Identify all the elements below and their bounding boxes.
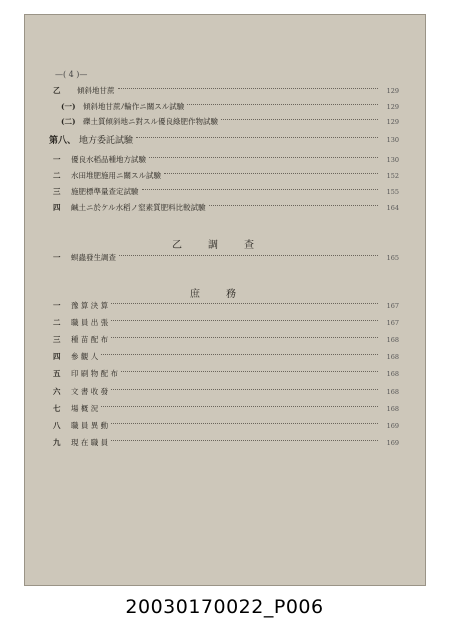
toc-entry-number: (二) — [61, 117, 76, 126]
toc-entry — [53, 317, 399, 328]
toc-entry — [53, 300, 399, 311]
toc-entry-label: 種 苗 配 布 — [71, 335, 109, 344]
toc-entry-page: 168 — [386, 387, 399, 396]
toc-entry-page: 130 — [386, 155, 399, 164]
toc-entry-number: 一 — [53, 253, 61, 262]
dot-leader — [101, 354, 378, 355]
toc-entry-number: 二 — [53, 318, 61, 327]
dot-leader — [121, 371, 378, 372]
toc-entry-label: 礫土質傾斜地ニ對スル優良綠肥作物試驗 — [83, 117, 218, 126]
toc-entry — [53, 420, 399, 431]
dot-leader — [164, 173, 378, 174]
toc-entry-page: 129 — [386, 86, 399, 95]
toc-entry-label: 鹹土ニ於ケル水稻ノ窒素質肥料比較試驗 — [71, 203, 206, 212]
dot-leader — [111, 320, 378, 321]
toc-entry-label: 螟蟲發生調查 — [71, 253, 116, 262]
toc-entry-page: 165 — [386, 253, 399, 262]
dot-leader — [101, 406, 378, 407]
toc-entry-number: 乙 — [53, 86, 61, 95]
toc-entry — [53, 386, 399, 397]
toc-entry-page: 168 — [386, 404, 399, 413]
toc-entry — [53, 85, 399, 96]
toc-entry-page: 167 — [386, 318, 399, 327]
toc-entry-page: 169 — [386, 421, 399, 430]
toc-entry — [53, 202, 399, 213]
dot-leader — [209, 205, 378, 206]
dot-leader — [221, 119, 378, 120]
toc-entry-page: 164 — [386, 203, 399, 212]
dot-leader — [111, 303, 378, 304]
toc-entry-number: 七 — [53, 404, 61, 413]
toc-entry-number: 二 — [53, 171, 61, 180]
dot-leader — [119, 255, 378, 256]
toc-entry-page: 168 — [386, 369, 399, 378]
toc-entry-label: 施肥標準量查定試驗 — [71, 187, 139, 196]
dot-leader — [142, 189, 379, 190]
toc-entry-number: 九 — [53, 438, 61, 447]
dot-leader — [149, 157, 378, 158]
document-page — [24, 14, 426, 586]
toc-entry-page: 167 — [386, 301, 399, 310]
toc-entry — [53, 351, 399, 362]
toc-entry-label: 優良水稻品種地方試驗 — [71, 155, 146, 164]
toc-entry — [53, 170, 399, 181]
toc-entry — [53, 252, 399, 263]
dot-leader — [187, 104, 378, 105]
toc-entry-number: 四 — [53, 203, 61, 212]
toc-entry-page: 129 — [386, 102, 399, 111]
heading-survey: 乙調查 — [172, 240, 280, 251]
dot-leader — [118, 88, 379, 89]
toc-entry-number: 三 — [53, 335, 61, 344]
toc-entry-page: 129 — [386, 117, 399, 126]
toc-entry-page: 168 — [386, 335, 399, 344]
dot-leader — [111, 389, 378, 390]
toc-entry — [53, 368, 399, 379]
toc-entry-label: 水田堆肥施用ニ關スル試驗 — [71, 171, 161, 180]
toc-entry-number: 一 — [53, 155, 61, 164]
dot-leader — [111, 423, 378, 424]
toc-entry-label: 職 員 出 張 — [71, 318, 109, 327]
toc-entry-label: 場 概 況 — [71, 404, 99, 413]
toc-entry — [53, 186, 399, 197]
toc-entry-page: 168 — [386, 352, 399, 361]
toc-entry-label: 傾斜地甘蔗 — [77, 86, 115, 95]
toc-entry — [53, 334, 399, 345]
toc-entry-page: 169 — [386, 438, 399, 447]
toc-entry-label: 文 書 收 發 — [71, 387, 109, 396]
toc-entry-label: 印 刷 物 配 布 — [71, 369, 119, 378]
toc-entry — [49, 133, 399, 146]
toc-entry-page: 152 — [386, 171, 399, 180]
dot-leader — [111, 337, 378, 338]
toc-entry-label: 地方委託試驗 — [79, 136, 134, 146]
toc-entry-number: 六 — [53, 387, 61, 396]
toc-entry-label: 參 觀 人 — [71, 352, 99, 361]
toc-entry-number: 三 — [53, 187, 61, 196]
toc-entry — [53, 403, 399, 414]
dot-leader — [111, 440, 378, 441]
toc-entry — [61, 116, 399, 127]
dot-leader — [136, 137, 378, 138]
toc-entry-number: 一 — [53, 301, 61, 310]
toc-entry-number: 八 — [53, 421, 61, 430]
toc-entry-label: 傾斜地甘蔗ﾉ輪作ニ關スル試驗 — [83, 102, 185, 111]
toc-entry — [53, 437, 399, 448]
heading-affairs: 庶務 — [190, 289, 262, 300]
toc-entry — [53, 154, 399, 165]
toc-entry-label: 現 在 職 員 — [71, 438, 109, 447]
image-caption: 20030170022_P006 — [125, 596, 324, 618]
toc-entry-label: 職 員 異 動 — [71, 421, 109, 430]
toc-entry-page: 130 — [386, 135, 399, 144]
toc-entry-page: 155 — [386, 187, 399, 196]
toc-entry-number: 四 — [53, 352, 61, 361]
toc-entry — [61, 101, 399, 112]
page-number: —( 4 )— — [55, 70, 88, 79]
toc-entry-number: (一) — [61, 102, 76, 111]
toc-entry-label: 豫 算 決 算 — [71, 301, 109, 310]
toc-entry-number: 五 — [53, 369, 61, 378]
toc-entry-number: 第八、 — [49, 136, 77, 146]
